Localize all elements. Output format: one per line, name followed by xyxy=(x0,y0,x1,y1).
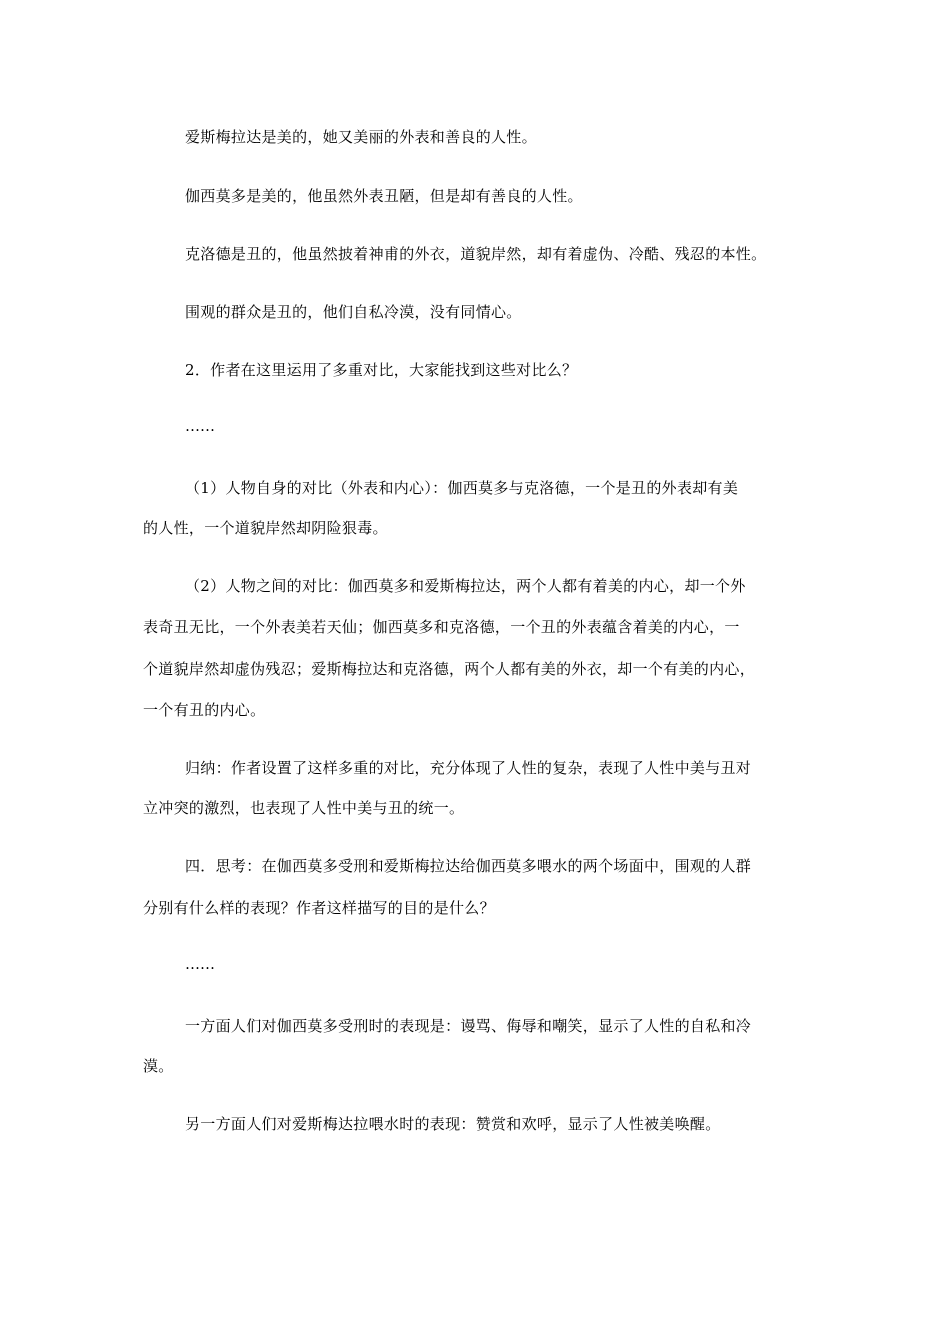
contrast-2-line-3: 个道貌岸然却虚伪残忍；爱斯梅拉达和克洛德，两个人都有美的外衣，却一个有美的内心， xyxy=(143,660,756,678)
contrast-2-line-1: （2）人物之间的对比：伽西莫多和爱斯梅拉达，两个人都有着美的内心，却一个外 xyxy=(185,577,746,595)
question-2: 2．作者在这里运用了多重对比，大家能找到这些对比么？ xyxy=(185,361,578,379)
answer-line-2: 漠。 xyxy=(143,1057,174,1075)
answer-other-side: 另一方面人们对爱斯梅达拉喂水时的表现：赞赏和欢呼，显示了人性被美唤醒。 xyxy=(185,1115,721,1133)
answer-line-1: 一方面人们对伽西莫多受刑时的表现是：谩骂、侮辱和嘲笑，显示了人性的自私和冷 xyxy=(185,1017,752,1035)
contrast-1-line-2: 的人性，一个道貌岸然却阴险狠毒。 xyxy=(143,519,388,537)
paragraph-esmeralda: 爱斯梅拉达是美的，她又美丽的外表和善良的人性。 xyxy=(185,128,537,146)
contrast-1-line-1: （1）人物自身的对比（外表和内心）：伽西莫多与克洛德，一个是丑的外表却有美 xyxy=(185,479,739,497)
summary-line-1: 归纳：作者设置了这样多重的对比，充分体现了人性的复杂，表现了人性中美与丑对 xyxy=(185,759,752,777)
paragraph-quasimodo: 伽西莫多是美的，他虽然外表丑陋，但是却有善良的人性。 xyxy=(185,187,583,205)
question-4-line-2: 分别有什么样的表现？作者这样描写的目的是什么？ xyxy=(143,899,495,917)
paragraph-crowd: 围观的群众是丑的，他们自私冷漠，没有同情心。 xyxy=(185,303,522,321)
contrast-2-line-2: 表奇丑无比，一个外表美若天仙；伽西莫多和克洛德，一个丑的外表蕴含着美的内心，一 xyxy=(143,618,740,636)
paragraph-frollo: 克洛德是丑的，他虽然披着神甫的外衣，道貌岸然，却有着虚伪、冷酷、残忍的本性。 xyxy=(185,245,767,263)
ellipsis: …… xyxy=(185,955,215,973)
ellipsis: …… xyxy=(185,417,215,435)
question-4-line-1: 四．思考：在伽西莫多受刑和爱斯梅拉达给伽西莫多喂水的两个场面中，围观的人群 xyxy=(185,857,752,875)
summary-line-2: 立冲突的激烈，也表现了人性中美与丑的统一。 xyxy=(143,799,465,817)
contrast-2-line-4: 一个有丑的内心。 xyxy=(143,701,266,719)
